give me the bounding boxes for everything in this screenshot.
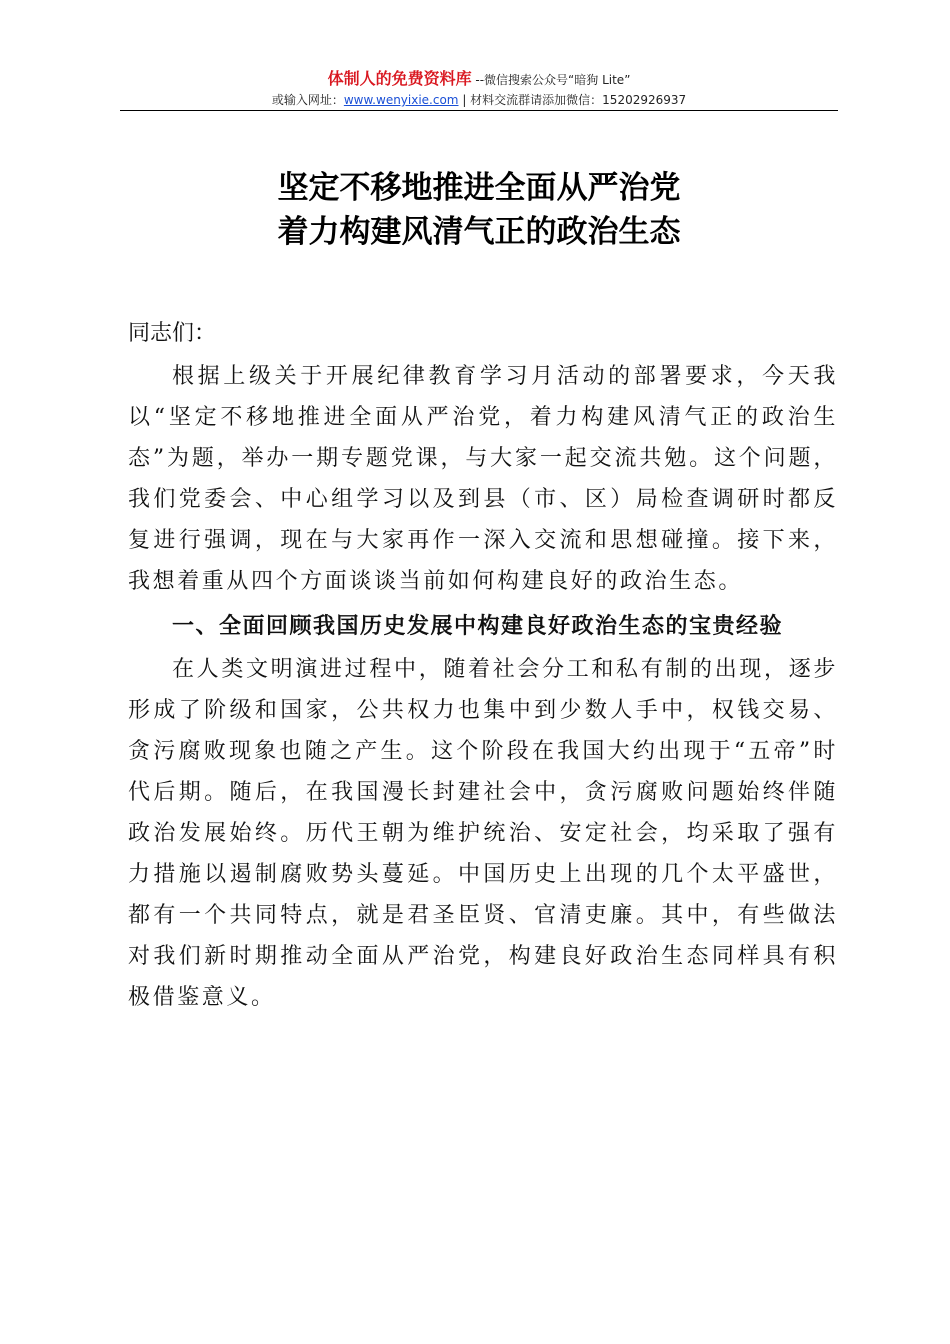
header-url-link[interactable]: www.wenyixie.com [343,93,459,107]
document-body [128,313,838,1018]
header-url-prefix: 或输入网址： [271,93,344,107]
salutation: 同志们： [128,321,217,346]
header-contact-line [120,91,838,109]
title-line-1: 坚定不移地推进全面从严治党 [277,170,681,206]
header-wechat-note: --微信搜索公众号“暗狗 Lite” [471,73,631,87]
header-brand: 体制人的免费资料库 [327,69,472,88]
intro-paragraph: 根据上级关于开展纪律教育学习月活动的部署要求，今天我以“坚定不移地推进全面从严治党，着力构建风清气正的政治生态”为题，举办一期专题党课，与大家一起交流共勉。这个问题，我们党委会、中心组学习以及到县（市、区）局检查调研时都反复进行强调，现在与大家再作一深入交流和思想碰撞。接下来，我想着重从四个方面谈谈当前如何构建良好的政治生态。 [128,364,838,594]
header-divider [120,110,838,111]
title-line-2: 着力构建风清气正的政治生态 [277,214,681,250]
section-1-heading: 一、全面回顾我国历史发展中构建良好政治生态的宝贵经验 [172,614,784,639]
header-contact-info: | 材料交流群请添加微信：15202926937 [458,93,687,107]
section-1-paragraph: 在人类文明演进过程中，随着社会分工和私有制的出现，逐步形成了阶级和国家，公共权力也集中到少数人手中，权钱交易、贪污腐败现象也随之产生。这个阶段在我国大约出现于“五帝”时代后期。随后，在我国漫长封建社会中，贪污腐败问题始终伴随政治发展始终。历代王朝为维护统治、安定社会，均采取了强有力措施以遏制腐败势头蔓延。中国历史上出现的几个太平盛世，都有一个共同特点，就是君圣臣贤、官清吏廉。其中，有些做法对我们新时期推动全面从严治党，构建良好政治生态同样具有积极借鉴意义。 [128,657,838,1010]
page-header [120,70,838,109]
document-title [120,166,838,254]
header-promo-line [120,70,838,89]
